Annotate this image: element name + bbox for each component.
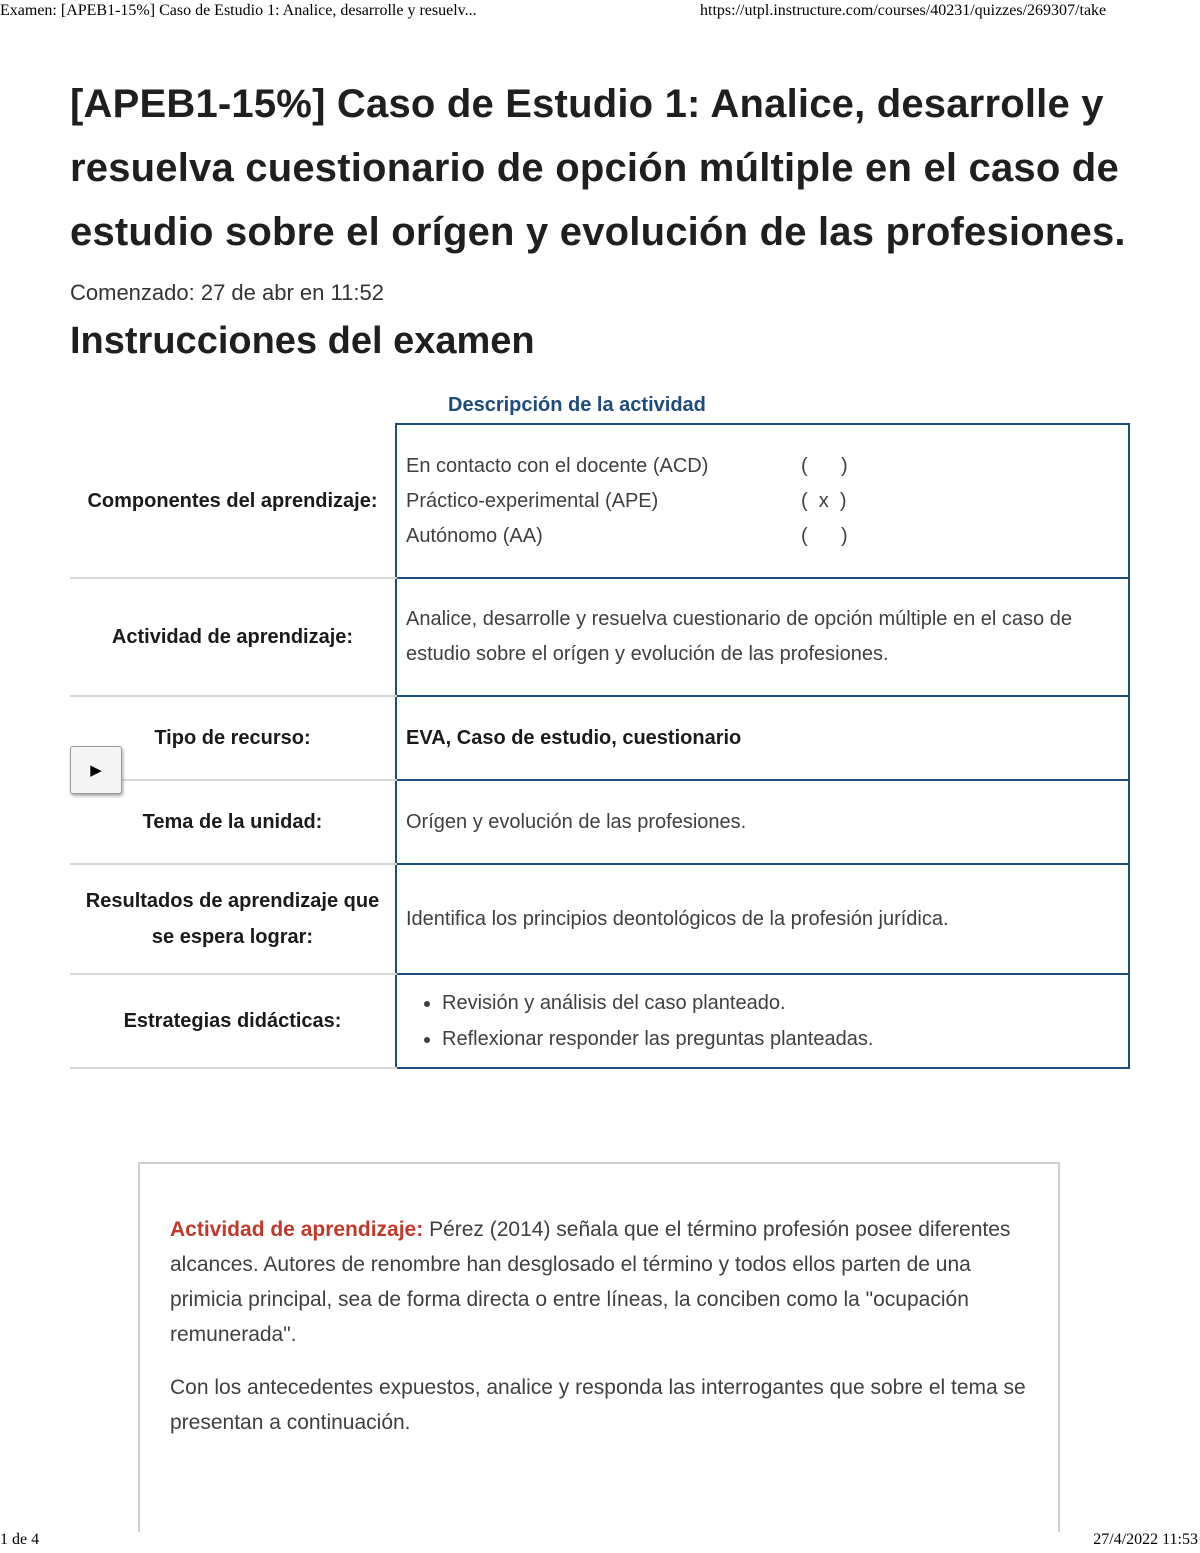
component-line xyxy=(406,519,1119,554)
case-study-box xyxy=(138,1162,1060,1532)
activity-description-table xyxy=(70,394,1130,1069)
resource-value: EVA, Caso de estudio, cuestionario xyxy=(396,696,1129,780)
component-mark: ( ) xyxy=(801,524,848,547)
theme-label: Tema de la unidad: xyxy=(70,780,396,864)
strategies-list xyxy=(406,985,1119,1057)
print-timestamp: 27/4/2022 11:53 xyxy=(1093,1531,1198,1548)
results-value: Identifica los principios deontológicos de la profesión jurídica. xyxy=(396,864,1129,974)
play-button[interactable] xyxy=(70,746,122,794)
case-paragraph-1-text: Pérez (2014) señala que el término profesión posee diferentes alcances. Autores de renombre han desglosado el término y todos ellos parten de una primicia principal, sea de forma directa o entre líneas, la conciben como la "ocupación remunerada". xyxy=(170,1218,1011,1346)
started-timestamp: Comenzado: 27 de abr en 11:52 xyxy=(70,280,384,305)
list-item: • Revisión y análisis del caso planteado. xyxy=(442,985,1119,1021)
table-row xyxy=(70,424,1129,578)
components-label: Componentes del aprendizaje: xyxy=(70,424,396,578)
component-line xyxy=(406,484,1119,519)
table-row xyxy=(70,974,1129,1068)
activity-label: Actividad de aprendizaje: xyxy=(70,578,396,696)
component-line xyxy=(406,449,1119,484)
print-header-url: https://utpl.instructure.com/courses/40231/quizzes/269307/take xyxy=(700,2,1107,19)
case-paragraph-1 xyxy=(170,1212,1028,1352)
component-name: Autónomo (AA) xyxy=(406,524,543,547)
theme-value: Orígen y evolución de las profesiones. xyxy=(396,780,1129,864)
table-row xyxy=(70,696,1129,780)
results-label: Resultados de aprendizaje que se espera lograr: xyxy=(70,864,396,974)
quiz-content xyxy=(70,72,1130,1069)
list-item: • Reflexionar responder las preguntas planteadas. xyxy=(442,1021,1119,1057)
activity-value: Analice, desarrolle y resuelva cuestionario de opción múltiple en el caso de estudio sobre el orígen y evolución de las profesiones. xyxy=(396,578,1129,696)
play-icon: ▶ xyxy=(90,762,102,779)
resource-label: Tipo de recurso: xyxy=(70,696,396,780)
print-header-title: Examen: [APEB1-15%] Caso de Estudio 1: Analice, desarrolle y resuelv... xyxy=(0,2,477,19)
case-paragraph-2: Con los antecedentes expuestos, analice y responda las interrogantes que sobre el tema se presentan a continuación. xyxy=(170,1376,1026,1434)
table-row xyxy=(70,578,1129,696)
table-row xyxy=(70,864,1129,974)
page-number: 1 de 4 xyxy=(0,1531,40,1548)
component-mark: ( x ) xyxy=(801,489,847,512)
table-row xyxy=(70,780,1129,864)
strategies-label: Estrategias didácticas: xyxy=(70,974,396,1068)
component-name: En contacto con el docente (ACD) xyxy=(406,454,709,477)
component-mark: ( ) xyxy=(801,454,848,477)
components-value xyxy=(396,424,1129,578)
quiz-title: [APEB1-15%] Caso de Estudio 1: Analice, desarrolle y resuelva cuestionario de opción múltiple en el caso de estudio sobre el orígen y evolución de las profesiones. xyxy=(70,82,1126,254)
case-activity-label: Actividad de aprendizaje: xyxy=(170,1218,424,1241)
strategies-value xyxy=(396,974,1129,1068)
print-footer xyxy=(0,1531,1200,1553)
instructions-heading: Instrucciones del examen xyxy=(70,320,535,362)
activity-table-caption: Descripción de la actividad xyxy=(448,394,706,416)
print-header xyxy=(0,2,1200,24)
component-name: Práctico-experimental (APE) xyxy=(406,489,659,512)
